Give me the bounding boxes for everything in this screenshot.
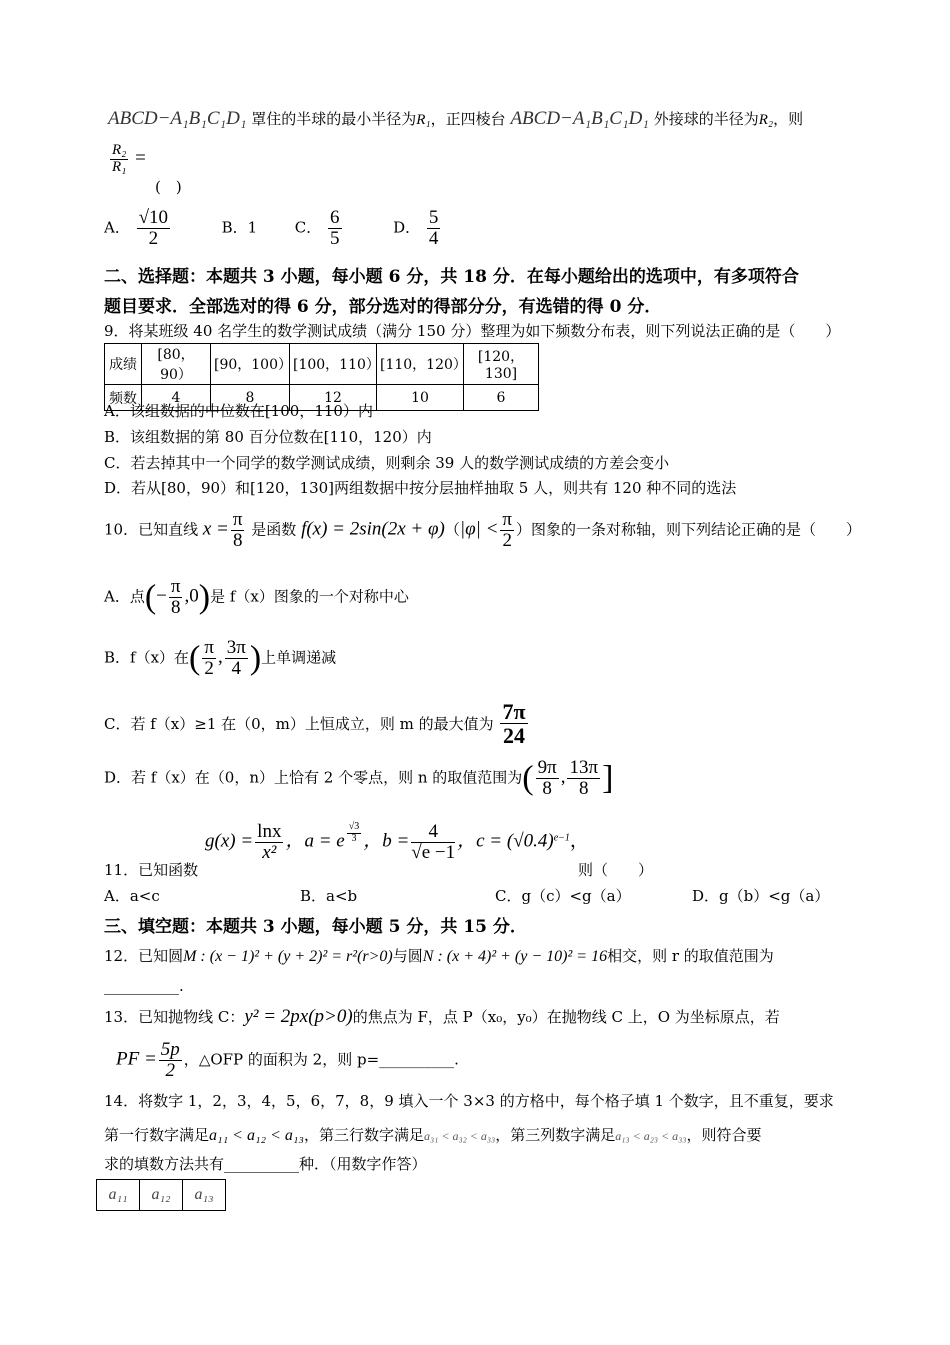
q10-paren: （ (444, 520, 460, 539)
ratio-fraction: $\frac{\text{R₂}}{\text{R₁}}$ (112, 142, 127, 175)
pi-over-8: $\frac{\pi}{8}$ (232, 509, 243, 551)
table-cell: 12 (290, 385, 377, 411)
right-paren: ) (249, 639, 262, 677)
q9-option-c: C．若去掉其中一个同学的数学测试成绩，则剩余 39 人的数学测试成绩的方差会变小 (104, 454, 670, 472)
q10-option-b: B．f（x）在( $\frac{\pi}{2}$ , $\frac{3\pi}{4}$ )上单调递减 (104, 637, 337, 679)
option-c-label: C． (294, 218, 322, 237)
option-text: 是 f（x）图象的一个对称中心 (210, 587, 409, 606)
q8-options (104, 208, 442, 249)
q11-option-a: A．a<c (104, 887, 160, 905)
option-a-fraction: $\frac{√10}{2}$ (138, 207, 169, 249)
q10-option-d: D．若 f（x）在（0，n）上恰有 2 个零点，则 n 的取值范围为( $\frac{9\pi}{8}$ , $\frac{13\pi}{8}$ ] (104, 757, 614, 799)
q13-text: 13．已知抛物线 C： (104, 1008, 245, 1026)
b-fraction: $\frac{4}{√e -1}$ (411, 821, 456, 863)
q13-text: △OFP 的面积为 2，则 p=__________. (198, 1050, 459, 1069)
number-grid-row (96, 1179, 226, 1211)
option-d-fraction: $\frac{5}{4}$ (428, 207, 439, 249)
q10-option-a (104, 577, 409, 618)
q12-blank: __________. (104, 977, 184, 995)
option-b: B．1 (221, 218, 258, 237)
section2-heading-line2: 题目要求．全部选对的得 6 分，部分选对的得部分分，有选错的得 0 分． (104, 297, 662, 317)
table-cell: [80，90） (142, 344, 211, 385)
q12-line1 (104, 945, 774, 966)
right-paren: ) (198, 578, 211, 616)
q10-label: 10．已知直线 (104, 520, 199, 539)
q8-text: ，则 (773, 110, 804, 128)
g-of-x: g(x) = (205, 830, 254, 852)
table-cell: 频数 (105, 385, 142, 411)
circle-m-equation: M : (x − 1)² + (y + 2)² = r²(r>0) (183, 948, 393, 965)
table-cell: [100，110） (290, 344, 377, 385)
left-paren: ( (522, 759, 534, 797)
q10-text: 是函数 (251, 520, 297, 539)
section3-heading: 三、填空题：本题共 3 小题，每小题 5 分，共 15 分． (104, 917, 527, 937)
grid-cell: a₁₁ (97, 1180, 140, 1211)
minus: − (156, 585, 167, 607)
q12-text: 相交，则 r 的取值范围为 (607, 947, 774, 965)
q14-line2 (104, 1124, 762, 1145)
row1-condition: a₁₁ < a₁₂ < a₁₃ (209, 1127, 304, 1144)
q14-text: 第一行数字满足 (104, 1126, 210, 1144)
q9-stem: 9．将某班级 40 名学生的数学测试成绩（满分 150 分）整理为如下频数分布表，则下列说法正确的是（ ） (104, 322, 841, 340)
q11-option-c: C．g（c）<g（a） (495, 887, 631, 905)
q8-blank: ( ) (155, 178, 182, 196)
q11-option-b: B．a<b (300, 887, 358, 905)
table-cell: 4 (142, 385, 211, 411)
pi-over-2: $\frac{\pi}{2}$ (204, 637, 214, 679)
q10-stem (104, 510, 861, 551)
left-paren: ( (144, 578, 157, 616)
q13-line1 (104, 1006, 780, 1028)
q14-line3: 求的填数方法共有__________种．（用数字作答） (104, 1155, 427, 1173)
grid-cell: a₁₂ (140, 1180, 183, 1211)
q11-label: 11．已知函数 (104, 861, 199, 879)
frustum-label: ABCD−A₁B₁C₁D₁ (510, 108, 649, 129)
c-equals: ，c = (√0.4) (457, 830, 554, 852)
q10-paren: ） (515, 520, 531, 539)
q12-text: 与圆 (392, 947, 423, 965)
table-cell: 10 (377, 385, 464, 411)
option-text: 上单调递减 (261, 648, 337, 667)
q8-ratio (108, 143, 146, 176)
5p-over-2: $\frac{5p}{2}$ (160, 1039, 180, 1081)
pf-equals: PF = (116, 1048, 157, 1070)
parabola-equation: y² = 2px(p>0) (244, 1006, 353, 1027)
q9-option-d: D．若从[80，90）和[120，130]两组数据中按分层抽样抽取 5 人，则共有 120 种不同的选法 (104, 479, 737, 497)
q10-option-c (104, 700, 530, 747)
comma: ， (569, 829, 589, 852)
q8-text: 罩住的半球的最小半径为 (251, 110, 417, 128)
frustum-label: ABCD−A₁B₁C₁D₁ (108, 108, 247, 129)
option-label: A．点 (104, 587, 145, 606)
q13-text: 的焦点为 F，点 P（x₀，y₀）在抛物线 C 上，O 为坐标原点，若 (352, 1008, 780, 1026)
q14-text: ，则符合要 (686, 1126, 762, 1144)
option-d-label: D． (393, 218, 421, 237)
grid-cell: a₁₃ (183, 1180, 226, 1211)
table-cell: [110，120） (377, 344, 464, 385)
q9-option-b: B．该组数据的第 80 百分位数在[110，120）内 (104, 428, 432, 446)
circle-n-equation: N : (x + 4)² + (y − 10)² = 16 (422, 948, 608, 965)
option-text: D．若 f（x）在（0，n）上恰有 2 个零点，则 n 的取值范围为 (104, 768, 523, 787)
q11-then: 则（ ） (578, 861, 654, 879)
right-bracket: ] (602, 759, 614, 797)
b-equals: ，b = (363, 830, 410, 852)
q8-text: 外接球的半径为 (653, 110, 759, 128)
option-label: B．f（x）在 (104, 648, 190, 667)
q14-text: ，第三列数字满足 (495, 1126, 616, 1144)
a-equals: ，a = e (285, 830, 345, 852)
q10-text: 图象的一条对称轴，则下列结论正确的是（ ） (531, 520, 862, 539)
7pi-over-24: $\frac{7\pi}{24}$ (502, 699, 526, 749)
table-cell: 成绩 (105, 344, 142, 385)
q8-line1 (108, 108, 803, 130)
3pi-over-4: $\frac{3\pi}{4}$ (226, 637, 246, 679)
comma: ， (183, 1050, 199, 1069)
col3-condition: a₁₃ < a₂₃ < a₃₃ (615, 1129, 687, 1143)
pi-over-2: $\frac{\pi}{2}$ (502, 509, 512, 551)
q13-line2 (116, 1040, 459, 1081)
table-row (97, 1180, 226, 1211)
pi-over-8: $\frac{\pi}{8}$ (170, 576, 181, 618)
zero: ,0 (184, 585, 199, 607)
row3-condition: a₃₁ < a₃₂ < a₃₃ (424, 1129, 496, 1143)
q14-text: ，第三行数字满足 (303, 1126, 424, 1144)
r2: R₂ (758, 112, 774, 128)
option-c-fraction: $\frac{6}{5}$ (330, 207, 340, 249)
equals: = (135, 147, 146, 169)
function-expr: f(x) = 2sin(2x + φ) (301, 518, 445, 540)
table-cell: 8 (211, 385, 290, 411)
q8-text: ，正四棱台 (430, 110, 506, 128)
left-paren: ( (189, 639, 201, 677)
option-text: C．若 f（x）≥1 在（0，m）上恒成立，则 m 的最大值为 (104, 715, 494, 734)
table-cell: 6 (464, 385, 539, 411)
q12-text: 12．已知圆 (104, 947, 184, 965)
x-equals: x = (202, 518, 229, 540)
q9-option-a: A．该组数据的中位数在[100，110）内 (104, 402, 373, 420)
lnx-over-x2: $\frac{\ln x}{\text{x²}}$ (257, 821, 282, 863)
r1: R₁ (416, 112, 431, 128)
section2-heading-line1: 二、选择题：本题共 3 小题，每小题 6 分，共 18 分．在每小题给出的选项中，有多项符合 (104, 267, 799, 287)
q11-formula (205, 822, 589, 863)
13pi-over-8: $\frac{13\pi}{8}$ (569, 757, 599, 799)
table-row (105, 344, 539, 385)
c-exponent: e−1 (553, 832, 570, 844)
table-cell: [90，100） (211, 344, 290, 385)
q14-line1: 14．将数字 1，2，3，4，5，6，7，8，9 填入一个 3×3 的方格中，每个格子填 1 个数字，且不重复，要求 (104, 1092, 834, 1110)
table-cell: [120，130] (464, 344, 539, 385)
option-a-label: A． (104, 218, 130, 237)
a-exponent: √3 3 (348, 821, 360, 844)
9pi-over-8: $\frac{9\pi}{8}$ (537, 757, 557, 799)
q11-option-d: D．g（b）<g（a） (692, 887, 830, 905)
phi-condition: |φ| < (459, 518, 499, 540)
